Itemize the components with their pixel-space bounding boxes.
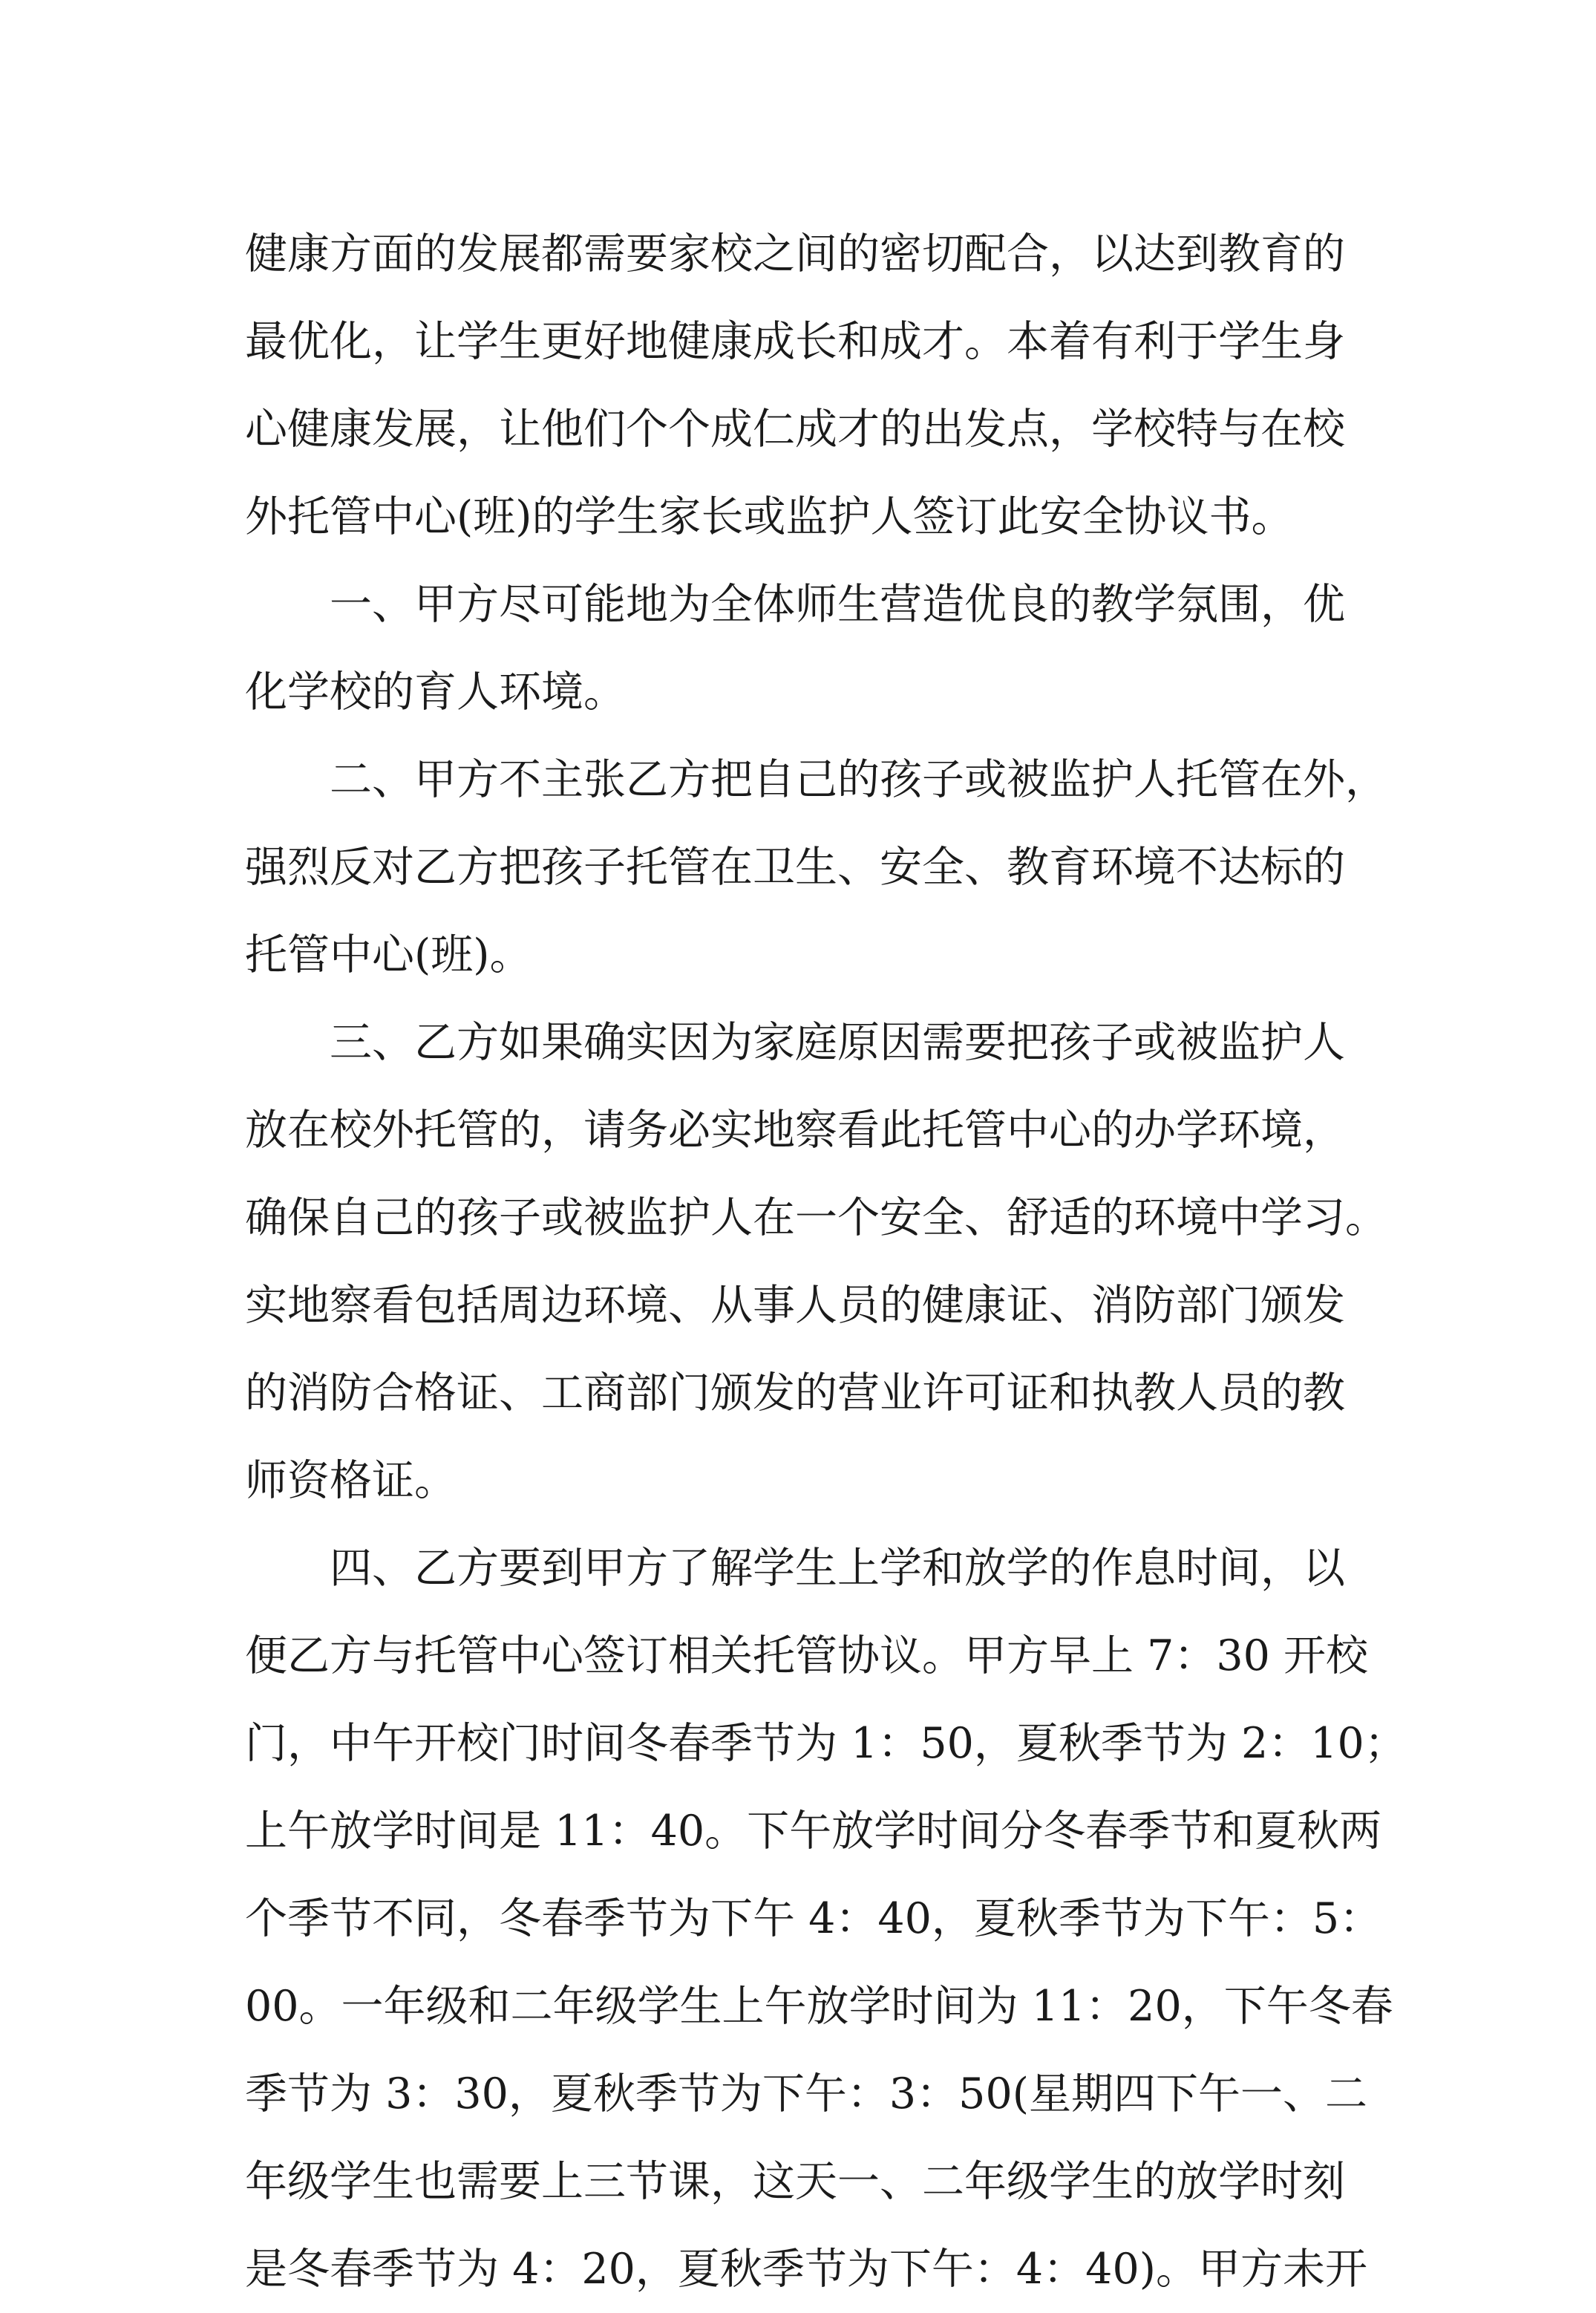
text-line: 个季节不同，冬春季节为下午 4：40，夏秋季节为下午：5：	[245, 1894, 1382, 1943]
text-line: 是冬春季节为 4：20，夏秋季节为下午：4：40)。甲方未开	[245, 2245, 1367, 2294]
text-line: 放在校外托管的，请务必实地察看此托管中心的办学环境，	[245, 1106, 1345, 1155]
text-line: 上午放学时间是 11：40。下午放学时间分冬春季节和夏秋两	[245, 1807, 1382, 1856]
text-line: 的消防合格证、工商部门颁发的营业许可证和执教人员的教	[245, 1368, 1345, 1418]
text-line: 健康方面的发展都需要家校之间的密切配合，以达到教育的	[245, 229, 1345, 278]
text-line: 年级学生也需要上三节课，这天一、二年级学生的放学时刻	[245, 2157, 1345, 2206]
text-line: 季节为 3：30，夏秋季节为下午：3：50(星期四下午一、二	[245, 2069, 1367, 2118]
text-line: 心健康发展，让他们个个成仁成才的出发点，学校特与在校	[245, 405, 1345, 454]
text-line: 化学校的育人环境。	[245, 668, 626, 717]
text-line: 最优化，让学生更好地健康成长和成才。本着有利于学生身	[245, 317, 1345, 366]
text-line: 师资格证。	[245, 1456, 457, 1505]
text-line: 便乙方与托管中心签订相关托管协议。甲方早上 7：30 开校	[245, 1631, 1369, 1680]
text-line: 外托管中心(班)的学生家长或监护人签订此安全协议书。	[245, 492, 1294, 541]
clause-two-line: 二、甲方不主张乙方把自己的孩子或被监护人托管在外，	[330, 755, 1387, 804]
text-line: 门，中午开校门时间冬春季节为 1：50，夏秋季节为 2：10；	[245, 1719, 1407, 1768]
text-line: 托管中心(班)。	[245, 930, 532, 979]
document-body	[245, 210, 1407, 2313]
text-line: 00。一年级和二年级学生上午放学时间为 11：20，下午冬春	[245, 1982, 1393, 2031]
clause-three-line: 三、乙方如果确实因为家庭原因需要把孩子或被监护人	[330, 1018, 1345, 1067]
clause-four-line: 四、乙方要到甲方了解学生上学和放学的作息时间，以	[330, 1544, 1345, 1593]
text-line: 强烈反对乙方把孩子托管在卫生、安全、教育环境不达标的	[245, 843, 1345, 892]
text-line: 确保自己的孩子或被监护人在一个安全、舒适的环境中学习。	[245, 1193, 1387, 1242]
clause-one-line: 一、甲方尽可能地为全体师生营造优良的教学氛围，优	[330, 580, 1345, 629]
text-line: 实地察看包括周边环境、从事人员的健康证、消防部门颁发	[245, 1281, 1345, 1330]
